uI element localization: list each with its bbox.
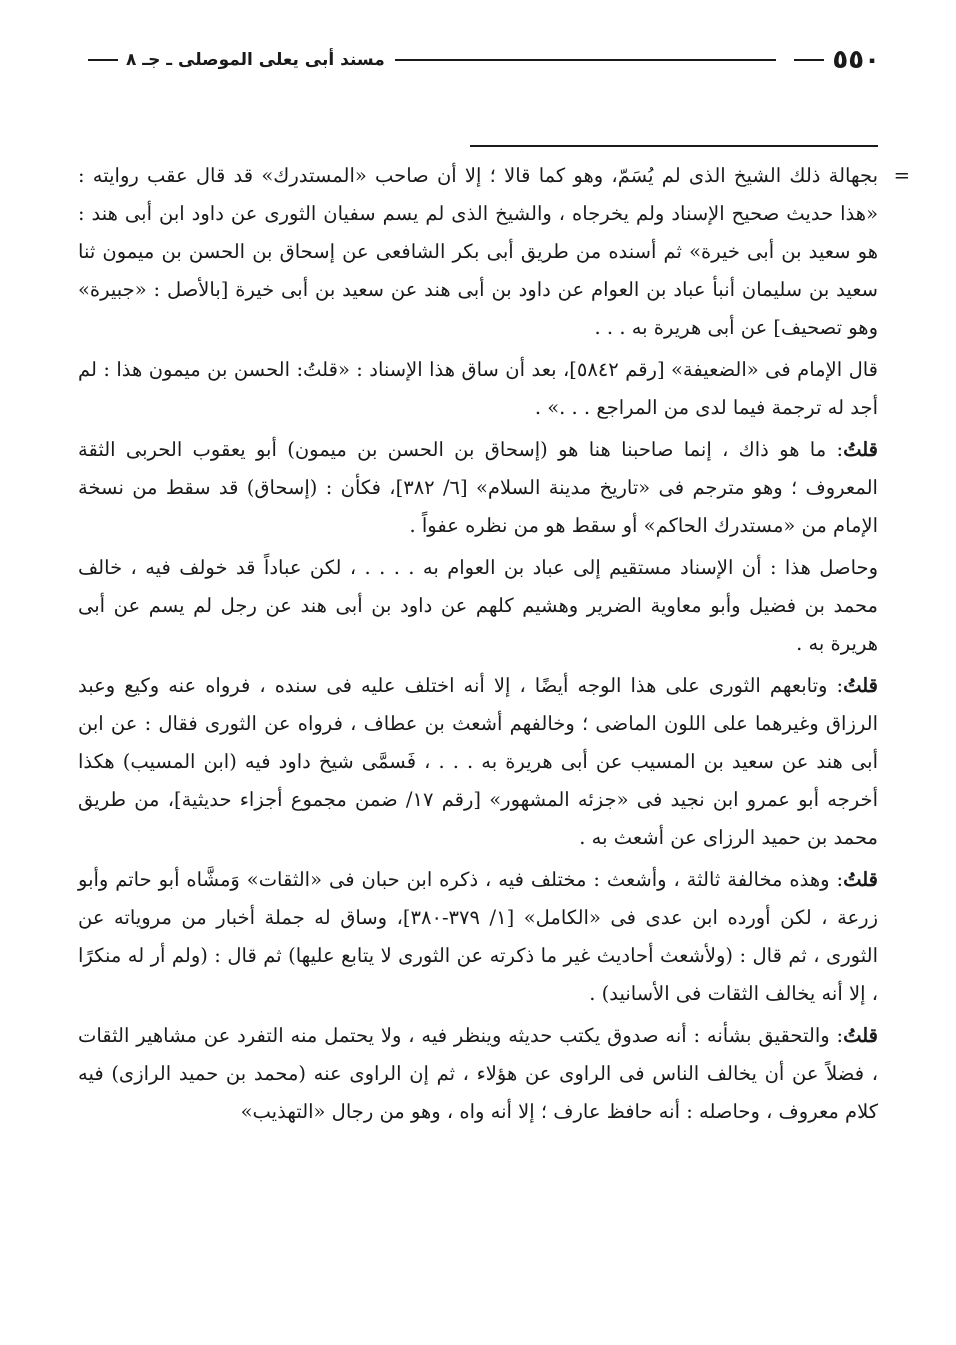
page-number: ٥٥٠ bbox=[832, 45, 880, 75]
footnote-body bbox=[78, 157, 910, 1135]
continuation-marker: = bbox=[893, 164, 910, 187]
header-dash-right bbox=[794, 59, 824, 61]
footnote-paragraph-5 bbox=[78, 667, 878, 857]
paragraph-text: : وهذه مخالفة ثالثة ، وأشعث : مختلف فيه ، ذكره ابن حبان فى «الثقات» وَمشَّاه أبو حاتم وأبو زرعة ، لكن أورده ابن عدى فى «الكامل» [١/ ٣٧٩-٣٨٠]، وساق له جملة أخبار من مروياته عن الثورى ، ثم قال : (ولأشعث أحاديث غير ما ذكرته عن الثورى لا يتابع عليها) ثم قال : (ولم أر له منكرًا ، إلا أنه يخالف الثقات فى الأسانيد) . bbox=[78, 868, 878, 1005]
paragraph-text: : والتحقيق بشأنه : أنه صدوق يكتب حديثه وينظر فيه ، ولا يحتمل منه التفرد عن مشاهير الثقات ، فضلاً عن أن يخالف الناس فى الراوى عن هؤلاء ، ثم إن الراوى عنه (محمد بن حميد الرازى) فيه كلام معروف ، وحاصله : أنه حافظ عارف ؛ إلا أنه واه ، وهو من رجال «التهذيب» bbox=[78, 1024, 878, 1123]
paragraph-lead-word: قلتُ bbox=[843, 868, 878, 891]
paragraph-lead-word: قلتُ bbox=[843, 438, 879, 461]
paragraph-lead-word: قلتُ bbox=[843, 674, 878, 697]
running-header bbox=[80, 40, 880, 80]
paragraph-text: بجهالة ذلك الشيخ الذى لم يُسَمّ، وهو كما قالا ؛ إلا أن صاحب «المستدرك» قد قال عقب روايته : «هذا حديث صحيح الإسناد ولم يخرجاه ، والشيخ الذى لم يسم سفيان الثورى عن داود ابن أبى هند : هو سعيد بن أبى خيرة» ثم أسنده من طريق أبى بكر الشافعى عن إسحاق بن الحسن بن ميمون ثنا سعيد بن سليمان أنبأ عباد بن العوام عن داود بن أبى هند عن سعيد بن أبى خيرة [بالأصل : «جبيرة» وهو تصحيف] عن أبى هريرة به . . . bbox=[78, 164, 878, 339]
footnote-separator bbox=[470, 145, 878, 147]
header-rule bbox=[395, 59, 777, 61]
footnote-paragraph-1 bbox=[78, 157, 910, 347]
paragraph-text: وحاصل هذا : أن الإسناد مستقيم إلى عباد بن العوام به . . . . ، لكن عباداً قد خولف فيه ، خالف محمد بن فضيل وأبو معاوية الضرير وهشيم كلهم عن داود بن أبى هند عن رجل لم يسم عن أبى هريرة به . bbox=[78, 556, 878, 655]
paragraph-text: قال الإمام فى «الضعيفة» [رقم ٥٨٤٢]، بعد أن ساق هذا الإسناد : «قلتُ: الحسن بن ميمون هذا : لم أجد له ترجمة فيما لدى من المراجع . . .» . bbox=[78, 358, 879, 419]
paragraph-text: : وتابعهم الثورى على هذا الوجه أيضًا ، إلا أنه اختلف عليه فى سنده ، فرواه عنه وكيع وعبد الرزاق وغيرهما على اللون الماضى ؛ وخالفهم أشعث بن عطاف ، فرواه عن الثورى فقال : عن ابن أبى هند عن سعيد بن المسيب عن أبى هريرة به . . . ، فَسمَّى شيخ داود فيه (ابن المسيب) هكذا أخرجه أبو عمرو ابن نجيد فى «جزئه المشهور» [رقم ١٧/ ضمن مجموع أجزاء حديثية]، من طريق محمد بن حميد الرزاى عن أشعث به . bbox=[78, 674, 878, 849]
book-title: مسند أبى يعلى الموصلى ـ جـ ٨ bbox=[126, 50, 385, 70]
paragraph-text: : ما هو ذاك ، إنما صاحبنا هنا هو (إسحاق بن الحسن بن ميمون) أبو يعقوب الحربى الثقة المعروف ؛ وهو مترجم فى «تاريخ مدينة السلام» [٦/ ٣٨٢]، فكأن : (إسحاق) قد سقط من نسخة الإمام من «مستدرك الحاكم» أو سقط هو من نظره عفواً . bbox=[78, 438, 878, 537]
header-dash-left bbox=[88, 59, 118, 61]
footnote-paragraph-7 bbox=[78, 1017, 878, 1131]
paragraph-lead-word: قلتُ bbox=[843, 1024, 878, 1047]
footnote-paragraph-4 bbox=[78, 549, 878, 663]
footnote-paragraph-2 bbox=[78, 351, 878, 427]
footnote-paragraph-3 bbox=[78, 431, 878, 545]
footnote-paragraph-6 bbox=[78, 861, 878, 1013]
